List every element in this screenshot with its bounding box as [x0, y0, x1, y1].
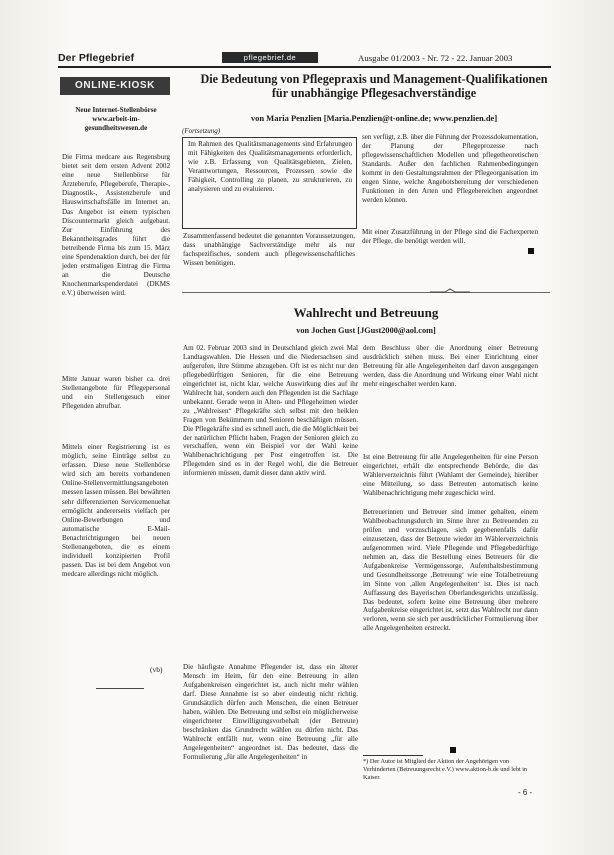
sidebar-paragraph: Mittels einer Registrierung ist es möglich, seine Einträge selbst zu erfassen. Diese neue Stellenbörse wird sich am bereits vorhandenen Online-Stellenvermittlungsangeboten messen lassen müssen. Bei bewährten sehr differenzierten Servicemenuehat ermöglicht andererseits vielfach per Online-Bewerbungen und automatische E-Mail-Benachrichtigungen bei neuen Stellenangeboten, die es einem individuell konzipierten Profil passen. Das ist bei dem Angebot von medcare allerdings nicht möglich.: [62, 443, 170, 579]
footnote-rule: [363, 755, 423, 756]
article-divider: [182, 292, 550, 293]
article1-column1: Zusammenfassend bedeutet die genannten Voraussetzungen, dass unabhängige Sachverständige mehr als nur fachspezifisches, sondern auch pflegewissenschaftliches Wissen benötigen.: [183, 232, 355, 267]
page-number: - 6 -: [518, 788, 533, 797]
end-mark: [528, 248, 534, 254]
highlight-text: Im Rahmen des Qualitätsmanagements sind Erfahrungen mit Fähigkeiten des Qualitätsmanagements erforderlich, wie z.B. Erfassung von Qualitätsgebieten, Zielen, Verantwortungen, Ressourcen, Prozessen sowie die Fähigkeit, Controlling zu planen, zu strukturieren, zu analysieren und zu evaluieren.: [188, 140, 352, 193]
end-mark: [450, 747, 456, 753]
article2-column2-part3: Betreuerinnen und Betreuer sind immer gehalten, einem Wahlbeobachtungsdurch im Sinne ihrer zu Betreuenden zu prüfen und vorzuschlagen, sich gegebenenfalls dafür einzusetzen, dass der Betreute wieder im Wählerverzeichnis aufgenommen wird. Viele Pflegende und Pflegebedürftige nehmen an, dass die Bestellung eines Betreuers für die Aufgabenkreise Vermögenssorge, Aufenthaltsbestimmung und Gesundheitssorge ‚Betreuung‘ wie eine Totalbetreuung im Sinne von ‚allen Angelegenheiten‘ ist. Dies ist nach Auffassung des Bayerischen Oberlandesgerichts unzulässig. Das bedeutet, sofern keine eine Betreuung über mehrere Aufgabenkreise eingerichtet ist, setzt das Wahlrecht nur dann verloren, wenn sie sich per ausdrücklicher Formulierung über alle Angelegenheiten erstreckt.: [363, 508, 538, 633]
article2-column2-part2: Ist eine Betreuung für alle Angelegenheiten für eine Person eingerichtet, erhält die entsprechende Behörde, die das Wählerverzeichnis führt (Wahlamt der Gemeinde), hierüber eine Mitteilung, so dass Betreuten automatisch keine Wahlbenachrichtigung mehr zugeschickt wird.: [363, 453, 538, 497]
sidebar-paragraph: Die Firma medcare aus Regensburg bietet seit dem ersten Advent 2002 eine neue Stellenbörse für Ärzteberufe, Pflegeberufe, Therapie-, Diagnostik-, Assistenzberufe und Hauswirtschaftsfälle im Internet an. Das Angebot ist einem typischen Discountermarkt gleich aufgebaut. Zur Einführung des Bekanntheitsgrades führt die betreibende Firma bis zum 15. März eine Spendenaktion durch, bei der für jeden erstmaligen Eintrag die Firma an die Deutsche Knochenmarkspenderdatei (DKMS e.V.) überweisen wird.: [62, 153, 170, 298]
sidebar-intro: Neue Internet-Stellenbörse www.arbeit-im-gesundheitswesen.de: [75, 106, 157, 133]
online-kiosk-label: ONLINE-KIOSK: [60, 77, 170, 95]
article1-byline: von Maria Penzlien [Maria.Penzlien@t-online.de; www.penzlien.de]: [250, 113, 498, 123]
issue-info: Ausgabe 01/2003 - Nr. 72 - 22. Januar 2003: [358, 53, 513, 63]
sidebar-signature: (vb): [150, 665, 163, 674]
sidebar-paragraph: Mitte Januar waren bisher ca. drei Stellenangebote für Pflegepersonal und ein Stellengesuch einer Pflegenden abrufbar.: [62, 375, 170, 411]
article2-byline: von Jochen Gust [JGust2000@aol.com]: [296, 326, 436, 335]
article2-column1: Am 02. Februar 2003 sind in Deutschland gleich zwei Mal Landtagswahlen. Die Hessen und die Niedersachsen sind aufgerufen, ihre Stimme abzugeben. Oft ist es nicht nur den pflegebedürftigen Senioren, für die eine Betreuung eingerichtet ist, nicht klar, welche Auswirkung dies auf ihr Wahlrecht hat, sondern auch den Pflegenden ist die Sachlage unbekannt. Gerade wenn in Alten- und Pflegeheimen wieder zu „Wahlreisen“ Pflegekräfte sich selbst mit den heiklen Fragen von Bekümmern und Senioren beschäftigen müssen. Die Pflegekräfte sind es schnell auch, die die Möglichkeit bei der natürlichen Pflicht haben, Fragen der Senioren gleich zu verschaffen, wenn ein Beispiel vor der Wahl keine Wahlbenachrichtigung per Post eingetroffen ist. Die Pflegenden sind es in der Regel wohl, die die Betreuer informieren müssen, damit dieser dann aktiv wird.: [183, 344, 358, 478]
header-rule: [58, 66, 551, 68]
continuation-note: (Fortsetzung): [182, 127, 221, 135]
article2-title: Wahlrecht und Betreuung: [293, 305, 439, 320]
sidebar-rule: [96, 688, 144, 689]
footnote: *) Der Autor ist Mitglied der Aktion der Angehörigen von Verhinderten (Betreuungsrecht e.V.) www.aktion-b.de und lebt in Kaiser.: [363, 758, 528, 781]
article1-title: Die Bedeutung von Pflegepraxis und Management-Qualifikationen für unabhängige Pflegesachverständige: [200, 72, 548, 100]
article2-column1-part2: Die häufigste Annahme Pflegender ist, dass ein älterer Mensch im Heim, für den eine Betreuung in allen Aufgabenkreisen eingerichtet ist, auch nicht mehr wählen darf. Diese Annahme ist so aber eindeutig nicht richtig. Grundsätzlich dürfen auch Menschen, die einen Betreuer haben, wählen. Die Betreuung und selbst ein möglicherweise eingerichteter Einwilligungsvorbehalt (der Betreute) beschränken das Grundrecht wählen zu dürfen nicht. Das Wahlrecht entfällt nur, wenn eine Betreuung „für alle Angelegenheiten“ angeordnet ist. Das bedeutet, dass die Formulierung „für alle Angelegenheiten“ in: [183, 663, 358, 761]
divider-ornament-icon: [430, 288, 470, 296]
newsletter-badge: pflegebrief.de: [222, 52, 318, 63]
newsletter-title: Der Pflegebrief: [58, 52, 135, 64]
article1-column2: sen verfügt, z.B. über die Führung der Prozessdokumentation, der Planung der Pflegeprozesse nach pflegewissenschaftlichen Modellen und pflegetheoretischen Standards. Außer den fachlichen Rahmenbedingungen kommt in den Gestaltungsrahmen der Pflegeorganisation im engen Sinne, welche Angebotsbereitung der verschiedenen Funktionen in den Arten und Pflegebereichen angeordnet werden können.: [362, 133, 538, 204]
article2-column2: dem Beschluss über die Anordnung einer Betreuung ausdrücklich stehen muss. Bei einer Einrichtung einer Betreuung für alle Angelegenheiten darf davon ausgegangen werden, dass die Anordnung und Wirkung einer Wahl nicht mehr eingeschaltet werden kann.: [363, 344, 538, 388]
article1-column2-end: Mit einer Zusatzführung in der Pflege sind die Fachexperten der Pflege, die benötigt werden will.: [362, 228, 538, 245]
